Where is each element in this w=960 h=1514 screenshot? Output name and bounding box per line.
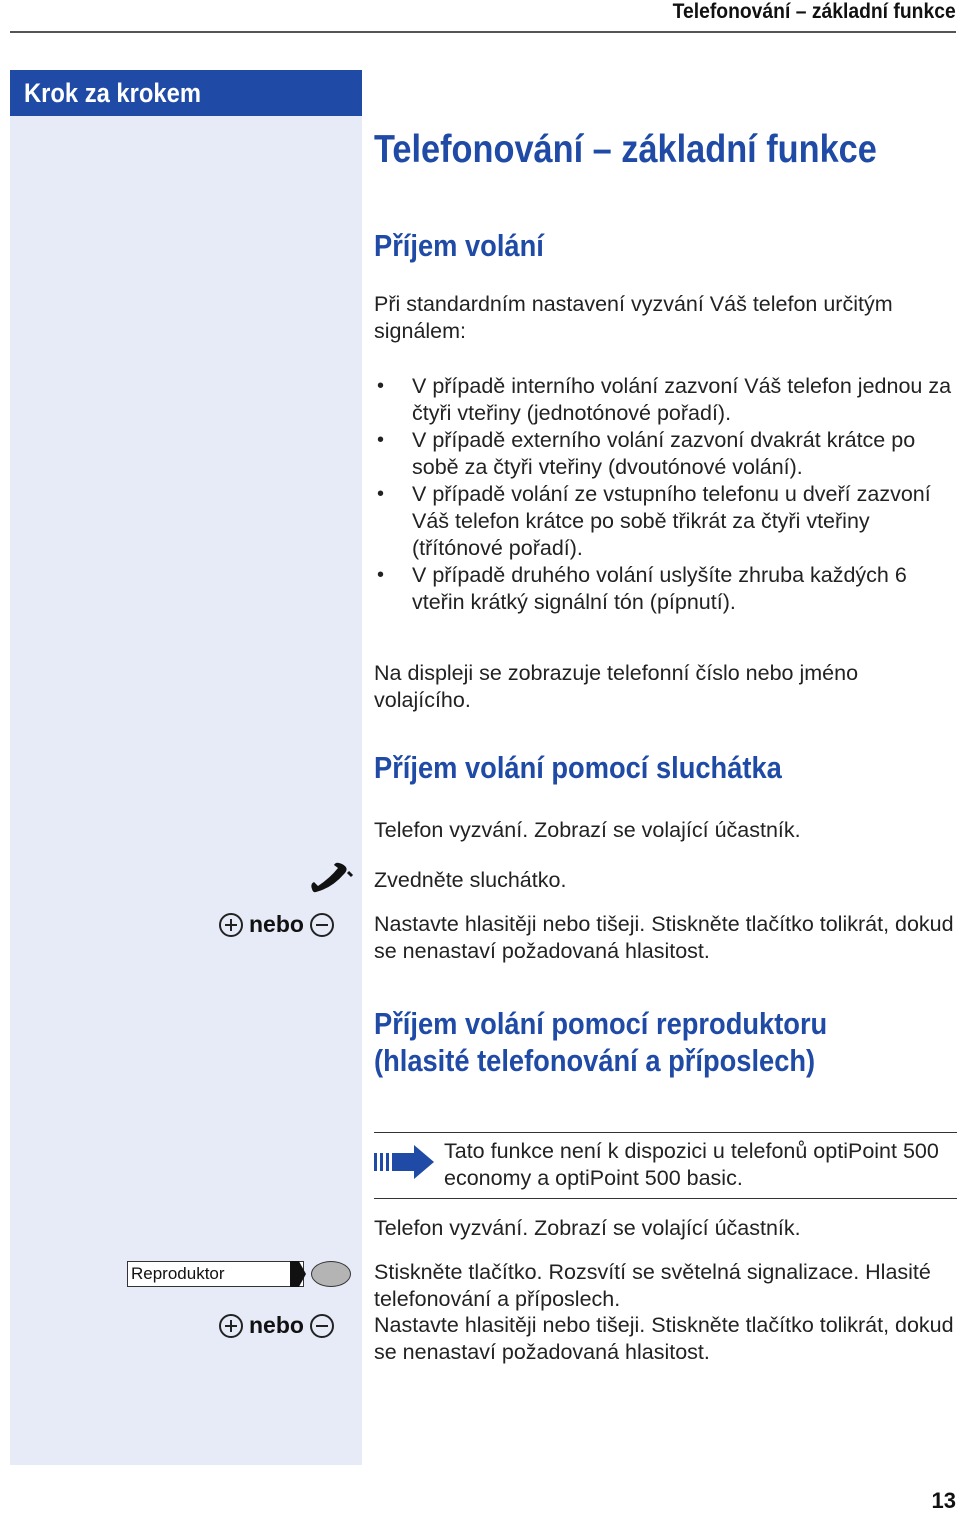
press-key-instruction: Stiskněte tlačítko. Rozsvítí se světelná signalizace. Hlasité telefonování a příposlech.: [374, 1260, 931, 1311]
running-header: Telefonování – základní funkce: [672, 0, 956, 23]
minus-key-icon[interactable]: [310, 913, 334, 937]
section-heading-incoming-call: Příjem volání: [374, 228, 544, 263]
ringing-text: Telefon vyzvání. Zobrazí se volající účastník.: [374, 818, 801, 842]
sidebar-heading: Krok za krokem: [10, 70, 362, 116]
page-number: 13: [931, 1488, 956, 1513]
section-heading-handset: Příjem volání pomocí sluchátka: [374, 750, 782, 785]
lift-handset-text: Zvedněte sluchátko.: [374, 868, 567, 892]
plus-key-icon[interactable]: [219, 913, 243, 937]
volume-instruction: Nastavte hlasitěji nebo tišeji. Stiskněte tlačítko tolikrát, dokud se nenastaví požadovaná hlasitost.: [374, 912, 954, 963]
speaker-ringing-text: Telefon vyzvání. Zobrazí se volající účastník.: [374, 1216, 801, 1240]
display-note: Na displeji se zobrazuje telefonní číslo nebo jméno volajícího.: [374, 661, 859, 712]
note-arrow-icon: [374, 1143, 436, 1181]
note-text: Tato funkce není k dispozici u telefonů optiPoint 500 economy a optiPoint 500 basic.: [444, 1139, 939, 1190]
speaker-volume-instruction: Nastavte hlasitěji nebo tišeji. Stiskněte tlačítko tolikrát, dokud se nenastaví požadovaná hlasitost.: [374, 1313, 954, 1364]
speaker-button[interactable]: [311, 1261, 351, 1287]
ring-pattern-list: [374, 373, 960, 616]
handset-lift-icon: [308, 862, 354, 894]
list-item: • V případě volání ze vstupního telefonu u dveří zazvoní Váš telefon krátce po sobě třikrát za čtyři vteřiny (třítónové pořadí).: [377, 482, 931, 560]
section-heading-speaker-sub: (hlasité telefonování a příposlech): [374, 1043, 816, 1078]
note-top-rule: [374, 1132, 957, 1133]
plus-key-icon[interactable]: [219, 1314, 243, 1338]
list-item: • V případě interního volání zazvoní Váš telefon jednou za čtyři vteřiny (jednotónové pořadí).: [377, 374, 952, 425]
list-item: • V případě druhého volání uslyšíte zhruba každých 6 vteřin krátký signální tón (pípnutí).: [377, 563, 907, 614]
step-sidebar: [10, 70, 362, 1465]
volume-or-label: nebo: [249, 911, 304, 937]
section-heading-speaker: Příjem volání pomocí reproduktoru: [374, 1006, 828, 1041]
speaker-volume-keys: [219, 1312, 334, 1339]
header-rule: [10, 31, 956, 33]
minus-key-icon[interactable]: [310, 1314, 334, 1338]
speaker-key-label[interactable]: Reproduktor: [127, 1261, 304, 1287]
list-item: • V případě externího volání zazvoní dvakrát krátce po sobě za čtyři vteřiny (dvoutónové volání).: [377, 428, 916, 479]
note-bottom-rule: [374, 1198, 957, 1199]
volume-keys: [219, 911, 334, 938]
volume-or-label: nebo: [249, 1312, 304, 1338]
intro-paragraph: Při standardním nastavení vyzvání Váš telefon určitým signálem:: [374, 292, 893, 343]
page-title: Telefonování – základní funkce: [374, 128, 877, 171]
